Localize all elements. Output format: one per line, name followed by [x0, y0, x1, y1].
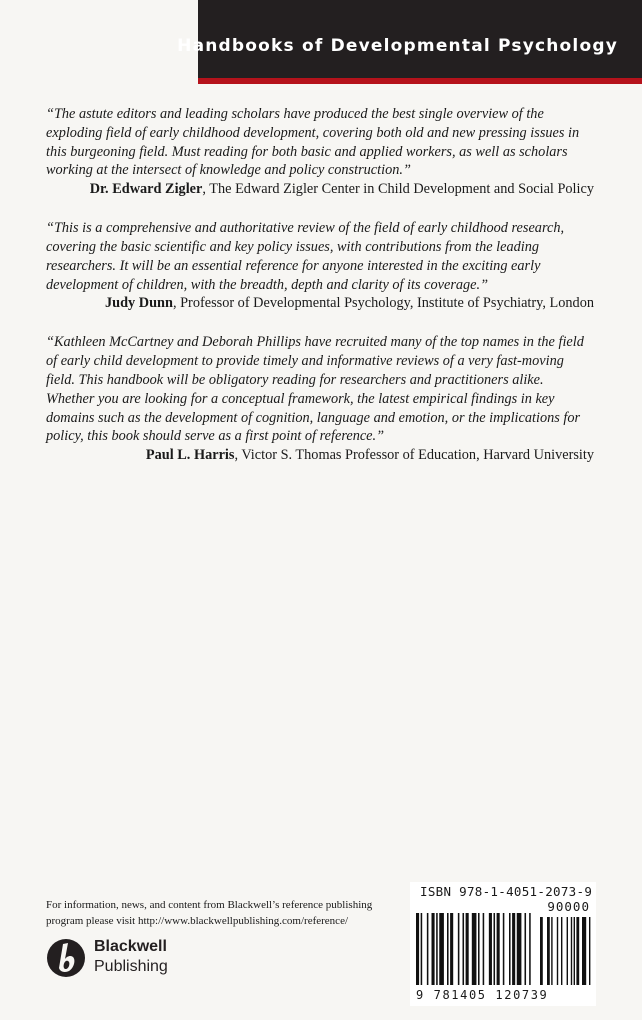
- series-banner: [177, 0, 642, 84]
- endorsement-attribution: [46, 294, 594, 313]
- publisher-info-text: For information, news, and content from Blackwell’s reference publishing program please visit http://www.blackwellpublishing.com/reference/: [46, 899, 373, 927]
- blackwell-b-logo-icon: [46, 937, 86, 979]
- endorsement-quote: “This is a comprehensive and authoritative review of the field of early childhood research, covering the basic scientific and key policy issues, with contributions from the leading researchers. It will be an essential reference for anyone interested in the exciting early development of children, with the breadth, depth and clarity of its coverage.”: [46, 220, 565, 293]
- endorser-affiliation: , The Edward Zigler Center in Child Development and Social Policy: [202, 181, 594, 198]
- endorser-affiliation: , Victor S. Thomas Professor of Education, Harvard University: [234, 447, 594, 464]
- publisher-subname: Publishing: [94, 958, 168, 975]
- barcode-icon: [416, 913, 592, 987]
- endorsement-attribution: [46, 446, 594, 465]
- publisher-name: Blackwell: [94, 938, 167, 955]
- isbn-barcode: [410, 882, 596, 1006]
- endorsement-quote: “The astute editors and leading scholars have produced the best single overview of the exploding field of early childhood development, covering both old and new pressing issues in this burgeoning field. Must reading for both basic and applied workers, as well as scholars working at the intersect of knowledge and policy construction.”: [46, 106, 580, 179]
- endorser-name: Dr. Edward Zigler: [89, 181, 203, 198]
- endorser-name: Paul L. Harris: [145, 447, 235, 464]
- addon-digits: 90000: [547, 899, 590, 914]
- endorsement-attribution: [46, 180, 594, 199]
- endorsements: [46, 105, 594, 485]
- endorsement-quote: “Kathleen McCartney and Deborah Phillips have recruited many of the top names in the field of early child development to provide timely and informative reviews of a very fast-moving field. This handbook will be obligatory reading for researchers and practitioners alike. Whether you are looking for a conceptual framework, the latest empirical findings in key domains such as the development of cognition, language and emotion, or the implications for policy, this book should serve as a first point of reference.”: [46, 334, 584, 445]
- endorsement: [46, 219, 594, 313]
- endorsement: [46, 333, 594, 465]
- series-title: Handbooks of Developmental Psychology: [177, 36, 618, 56]
- publisher-logo: [46, 935, 246, 985]
- isbn-label: ISBN 978-1-4051-2073-9: [420, 884, 593, 899]
- endorser-affiliation: , Professor of Developmental Psychology, Institute of Psychiatry, London: [172, 295, 594, 312]
- endorser-name: Judy Dunn: [105, 295, 173, 312]
- barcode-digits: 9 781405 120739: [416, 988, 549, 1002]
- endorsement: [46, 105, 594, 199]
